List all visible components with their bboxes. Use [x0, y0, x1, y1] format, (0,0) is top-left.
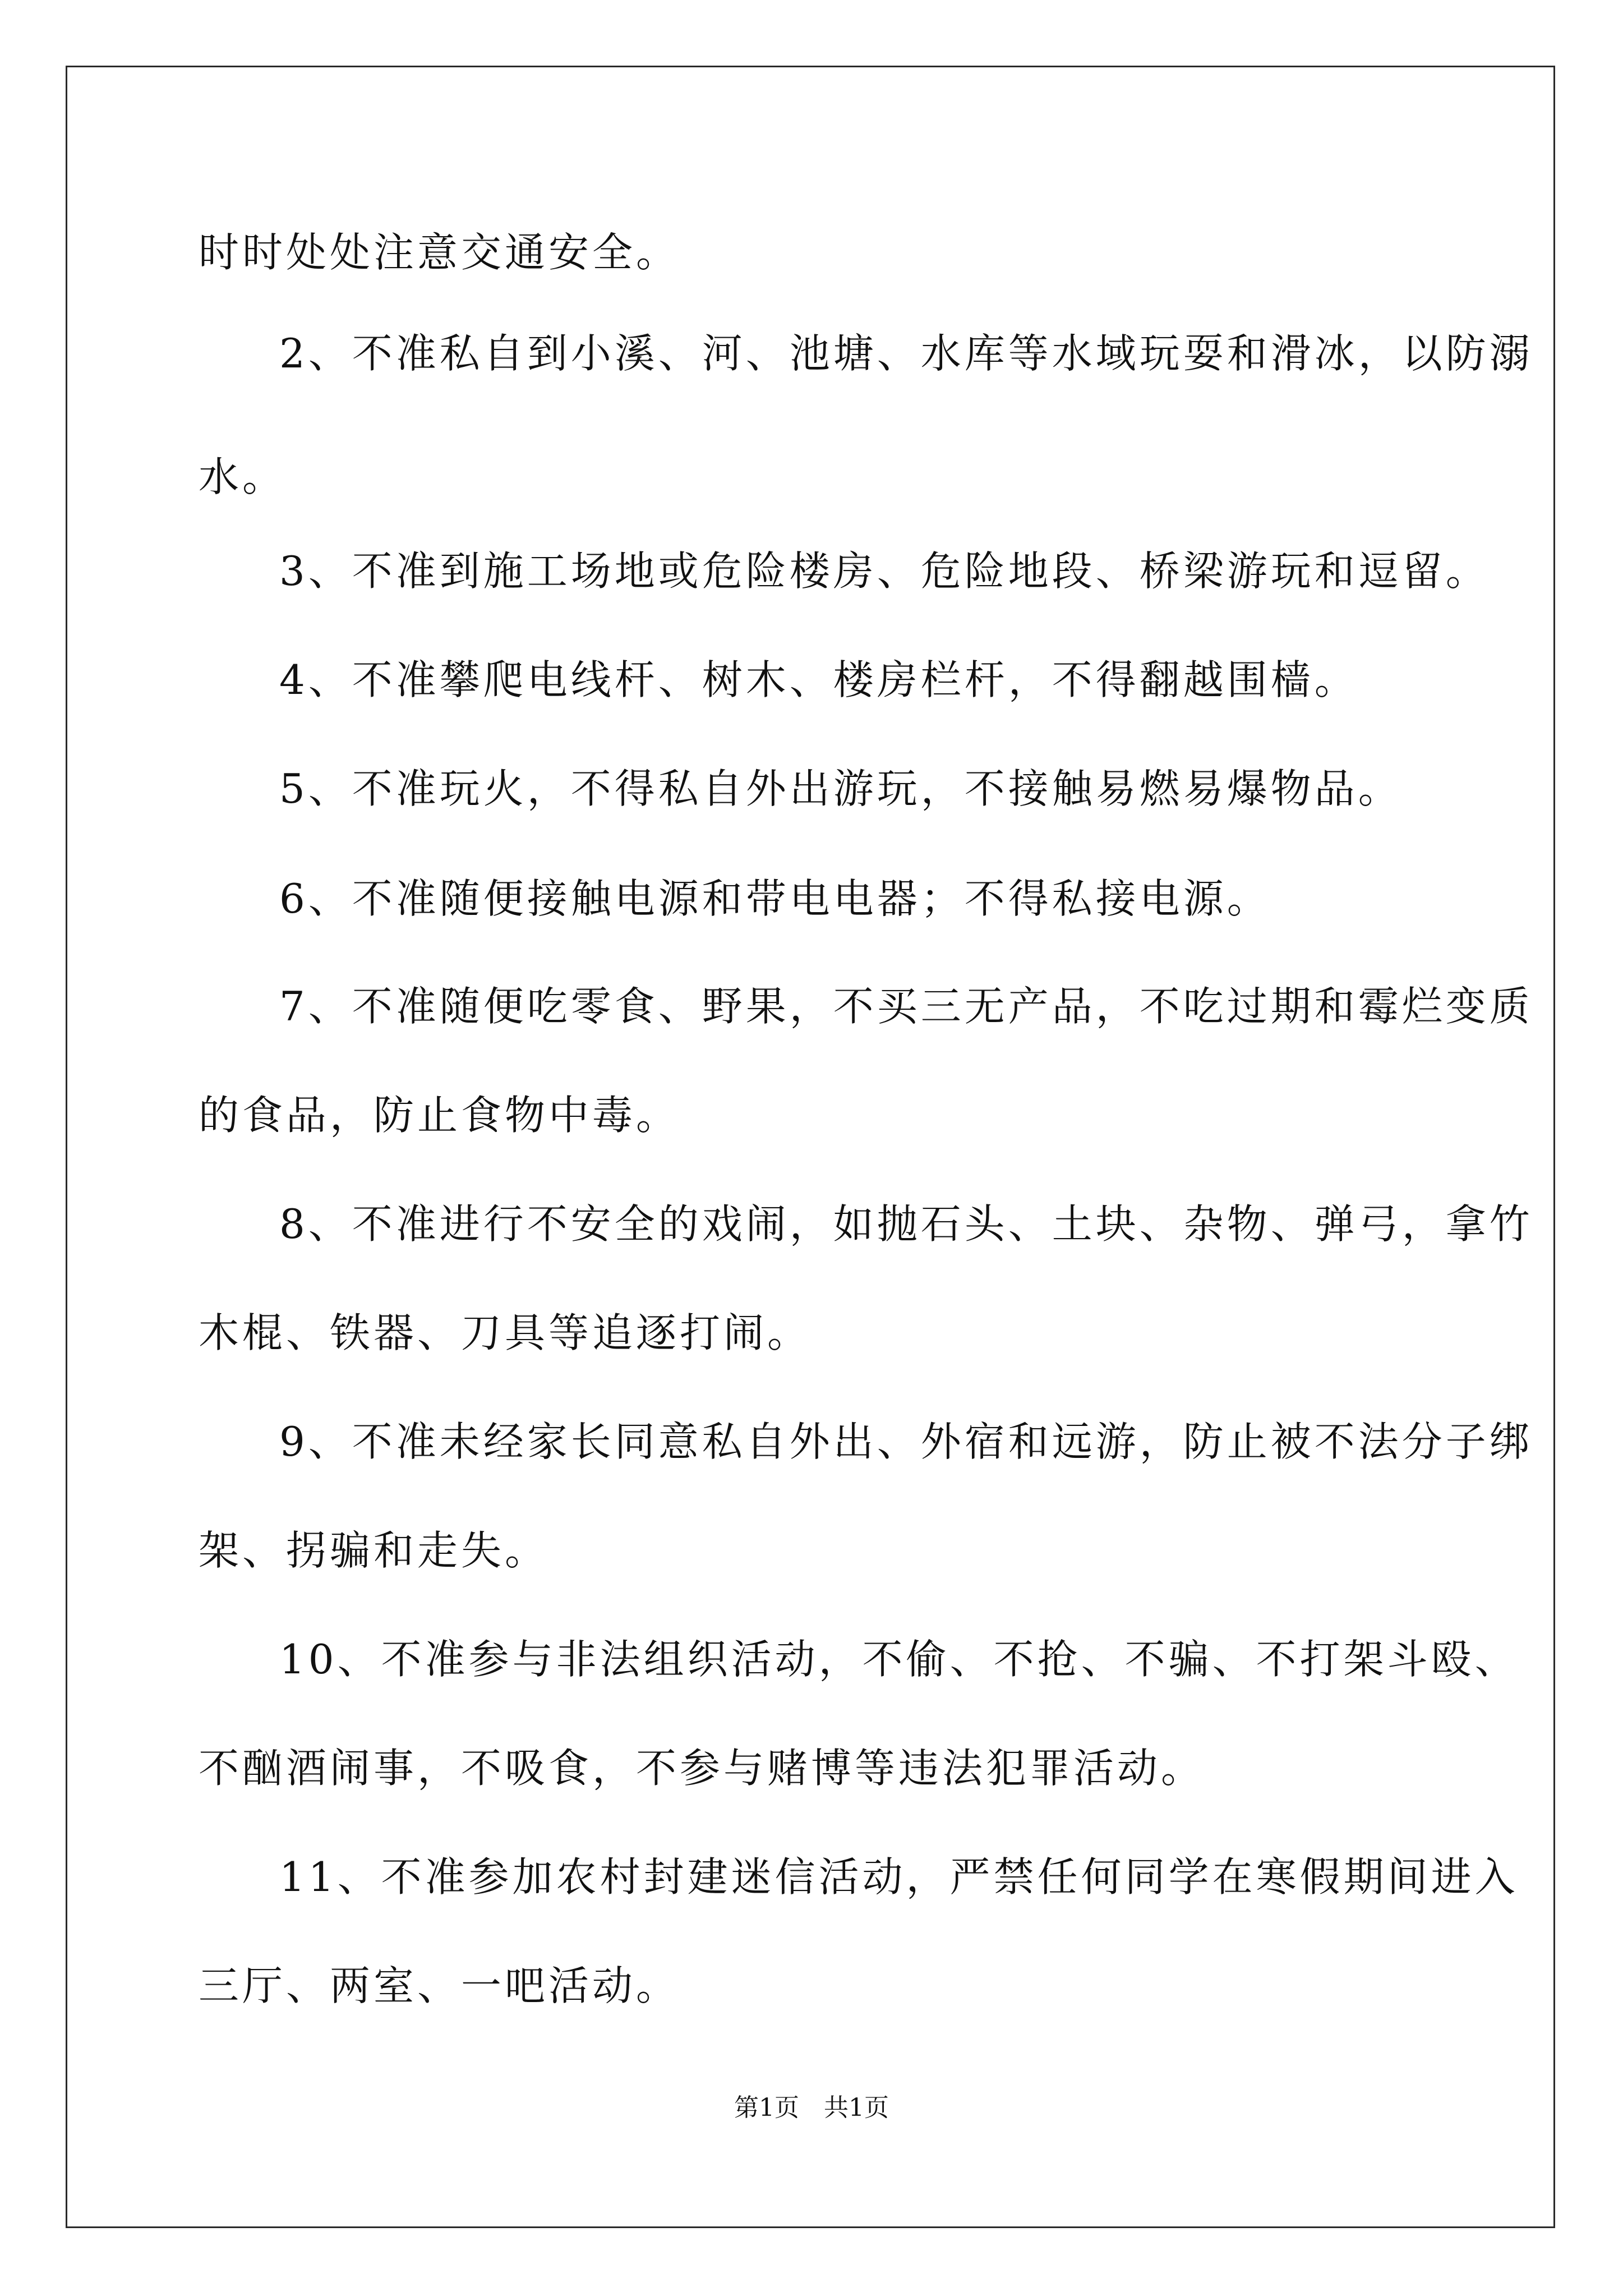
text-line: 水。	[199, 453, 287, 500]
text-line: 8、不准进行不安全的戏闹，如抛石头、土块、杂物、弹弓，拿竹	[279, 1200, 1533, 1248]
text-line: 木棍、铁器、刀具等追逐打闹。	[199, 1309, 811, 1356]
text-line: 4、不准攀爬电线杆、树木、楼房栏杆，不得翻越围樯。	[279, 656, 1358, 703]
text-line: 10、不准参与非法组织活动，不偷、不抢、不骗、不打架斗殴、	[279, 1636, 1519, 1683]
text-line: 三厅、两室、一吧活动。	[199, 1962, 680, 2009]
text-line: 不酗酒闹事，不吸食，不参与赌博等违法犯罪活动。	[199, 1745, 1205, 1792]
text-line: 的食品，防止食物中毒。	[199, 1092, 680, 1139]
text-line: 5、不准玩火，不得私自外出游玩，不接触易燃易爆物品。	[279, 765, 1402, 812]
text-line: 3、不准到施工场地或危险楼房、危险地段、桥梁游玩和逗留。	[279, 547, 1490, 595]
text-line: 架、拐骗和走失。	[199, 1527, 549, 1574]
text-line: 6、不准随便接触电源和带电电器；不得私接电源。	[279, 875, 1271, 922]
text-line: 7、不准随便吃零食、野果，不买三无产品，不吃过期和霉烂变质	[279, 983, 1533, 1030]
text-line: 11、不准参加农村封建迷信活动，严禁任何同学在寒假期间进入	[279, 1853, 1519, 1901]
text-line: 9、不准未经家长同意私自外出、外宿和远游，防止被不法分子绑	[279, 1418, 1533, 1465]
text-line: 时时处处注意交通安全。	[199, 229, 680, 276]
page-footer: 第1页 共1页	[734, 2093, 889, 2122]
text-line: 2、不准私自到小溪、河、池塘、水库等水域玩耍和滑冰，以防溺	[279, 330, 1533, 377]
